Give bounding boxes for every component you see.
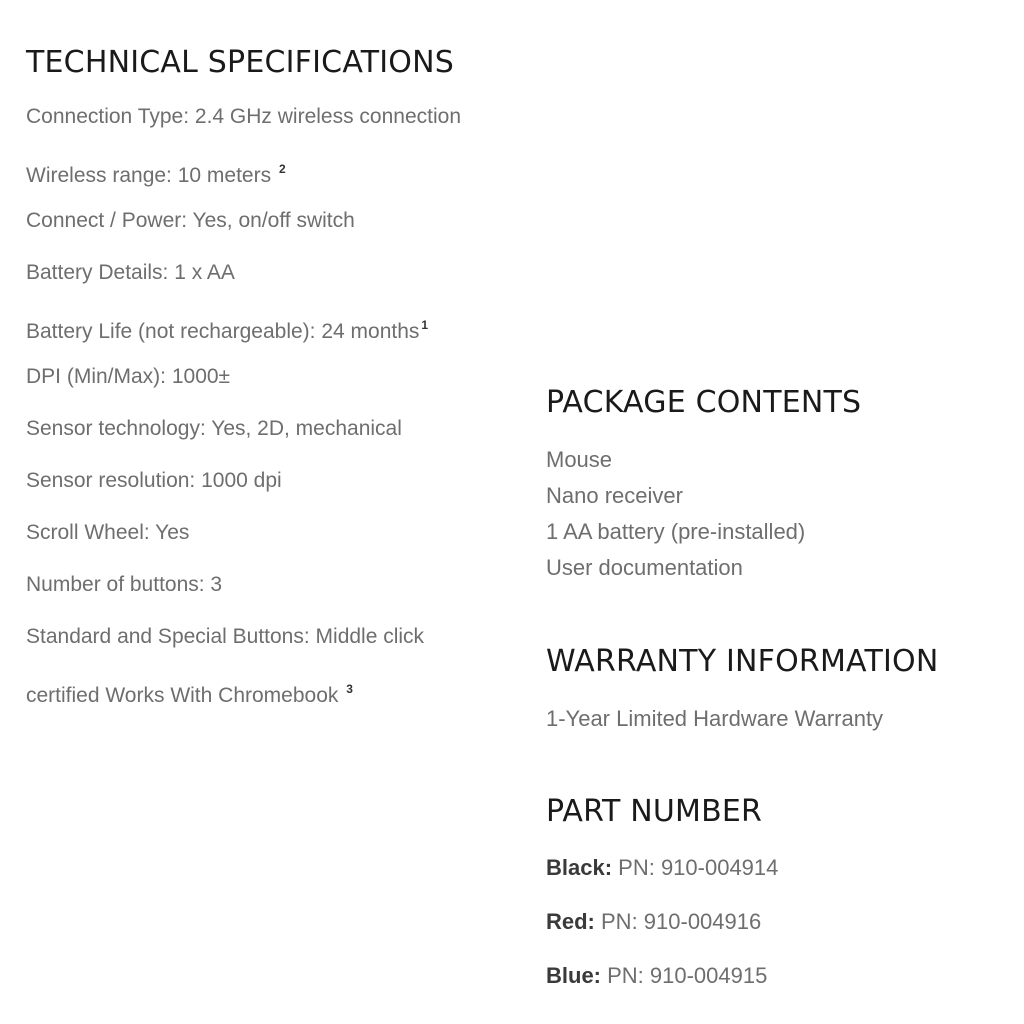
warranty-text: 1-Year Limited Hardware Warranty	[546, 706, 884, 731]
part-color-label: Black:	[546, 855, 613, 880]
spec-item-text: Wireless range: 10 meters	[26, 164, 277, 187]
package-contents-heading: PACKAGE CONTENTS	[546, 385, 862, 420]
footnote-marker[interactable]: 2	[278, 162, 286, 176]
part-number-heading: PART NUMBER	[546, 794, 763, 829]
technical-specifications-heading: TECHNICAL SPECIFICATIONS	[26, 45, 454, 80]
part-number-item-red	[546, 904, 778, 958]
part-number-list	[546, 850, 778, 1012]
package-item: Nano receiver	[546, 483, 683, 508]
spec-item-text: Standard and Special Buttons: Middle click	[26, 625, 425, 648]
package-item: Mouse	[546, 447, 613, 472]
spec-item-text: Connect / Power: Yes, on/off switch	[26, 209, 355, 232]
spec-item-text: DPI (Min/Max): 1000±	[26, 365, 231, 388]
package-item: User documentation	[546, 555, 743, 580]
part-number-value: PN: 910-004914	[612, 855, 779, 880]
spec-item-text: Battery Life (not rechargeable): 24 months	[26, 320, 420, 343]
part-color-label: Blue:	[546, 963, 601, 988]
spec-item-sensor-resolution	[26, 465, 461, 517]
part-number-value: PN: 910-004916	[594, 909, 762, 934]
package-item: 1 AA battery (pre-installed)	[546, 519, 806, 544]
warranty-information-heading: WARRANTY INFORMATION	[546, 644, 939, 679]
spec-item-scroll-wheel	[26, 517, 461, 569]
spec-item-wireless-range	[26, 153, 461, 205]
spec-item-number-of-buttons	[26, 569, 461, 621]
technical-specifications-list	[26, 101, 461, 725]
spec-item-text: Scroll Wheel: Yes	[26, 521, 190, 544]
part-color-label: Red:	[546, 909, 595, 934]
package-contents-list	[546, 442, 805, 586]
spec-item-sensor-technology	[26, 413, 461, 465]
spec-item-battery-details	[26, 257, 461, 309]
spec-item-text: Sensor resolution: 1000 dpi	[26, 469, 282, 492]
spec-item-text: Number of buttons: 3	[26, 573, 223, 596]
spec-item-dpi	[26, 361, 461, 413]
part-number-item-blue	[546, 958, 778, 1012]
spec-item-connect-power	[26, 205, 461, 257]
spec-item-text: Battery Details: 1 x AA	[26, 261, 235, 284]
part-number-value: PN: 910-004915	[601, 963, 768, 988]
footnote-marker[interactable]: 1	[421, 318, 429, 332]
part-number-item-black	[546, 850, 778, 904]
spec-item-text: Sensor technology: Yes, 2D, mechanical	[26, 417, 402, 440]
spec-item-chromebook	[26, 673, 461, 725]
spec-item-text: certified Works With Chromebook	[26, 684, 345, 707]
footnote-marker[interactable]: 3	[346, 682, 353, 696]
spec-item-connection-type	[26, 101, 461, 153]
spec-item-text: Connection Type: 2.4 GHz wireless connection	[26, 105, 462, 128]
spec-item-battery-life	[26, 309, 461, 361]
spec-item-standard-special-buttons	[26, 621, 461, 673]
